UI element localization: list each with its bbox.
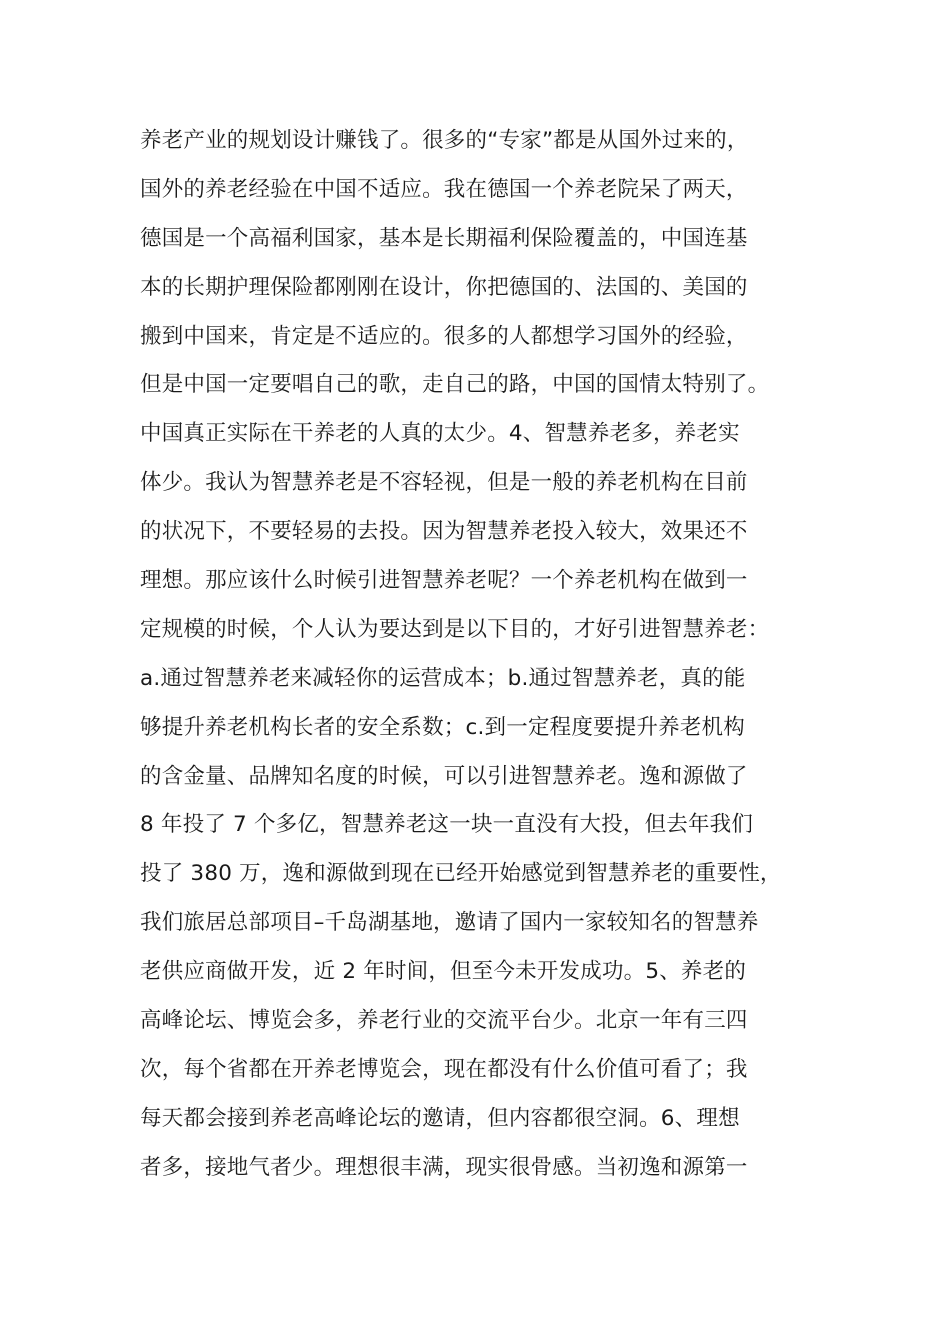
- text-line: 的含金量、品牌知名度的时候，可以引进智慧养老。逸和源做了: [140, 763, 748, 789]
- text-line: 理想。那应该什么时候引进智慧养老呢？一个养老机构在做到一: [140, 568, 748, 594]
- text-line: 体少。我认为智慧养老是不容轻视，但是一般的养老机构在目前: [140, 470, 748, 496]
- text-line: 但是中国一定要唱自己的歌，走自己的路，中国的国情太特别了。: [140, 372, 770, 398]
- text-line: 次，每个省都在开养老博览会，现在都没有什么价值可看了；我: [140, 1056, 748, 1082]
- text-line: 搬到中国来，肯定是不适应的。很多的人都想学习国外的经验，: [140, 323, 748, 349]
- text-line: 高峰论坛、博览会多，养老行业的交流平台少。北京一年有三四: [140, 1008, 748, 1034]
- text-line: 每天都会接到养老高峰论坛的邀请，但内容都很空洞。6、理想: [140, 1105, 740, 1131]
- text-line: 中国真正实际在干养老的人真的太少。4、智慧养老多，养老实: [140, 421, 740, 447]
- text-line: 我们旅居总部项目–千岛湖基地，邀请了国内一家较知名的智慧养: [140, 910, 759, 936]
- text-line: 够提升养老机构长者的安全系数；c.到一定程度要提升养老机构: [140, 714, 745, 740]
- text-line: 8 年投了 7 个多亿，智慧养老这一块一直没有大投，但去年我们: [140, 812, 754, 838]
- text-line: 本的长期护理保险都刚刚在设计，你把德国的、法国的、美国的: [140, 274, 748, 300]
- text-line: 投了 380 万，逸和源做到现在已经开始感觉到智慧养老的重要性，: [140, 861, 782, 887]
- text-line: 国外的养老经验在中国不适应。我在德国一个养老院呆了两天，: [140, 176, 748, 202]
- text-line: 定规模的时候，个人认为要达到是以下目的，才好引进智慧养老：: [140, 616, 770, 642]
- text-line: 者多，接地气者少。理想很丰满，现实很骨感。当初逸和源第一: [140, 1154, 748, 1180]
- text-line: 养老产业的规划设计赚钱了。很多的“专家”都是从国外过来的，: [140, 128, 749, 153]
- body-text: [140, 120, 820, 1196]
- text-line: a.通过智慧养老来减轻你的运营成本；b.通过智慧养老，真的能: [140, 665, 746, 691]
- text-line: 老供应商做开发，近 2 年时间，但至今未开发成功。5、养老的: [140, 959, 747, 985]
- text-line: 的状况下，不要轻易的去投。因为智慧养老投入较大，效果还不: [140, 519, 748, 545]
- text-line: 德国是一个高福利国家，基本是长期福利保险覆盖的，中国连基: [140, 225, 748, 251]
